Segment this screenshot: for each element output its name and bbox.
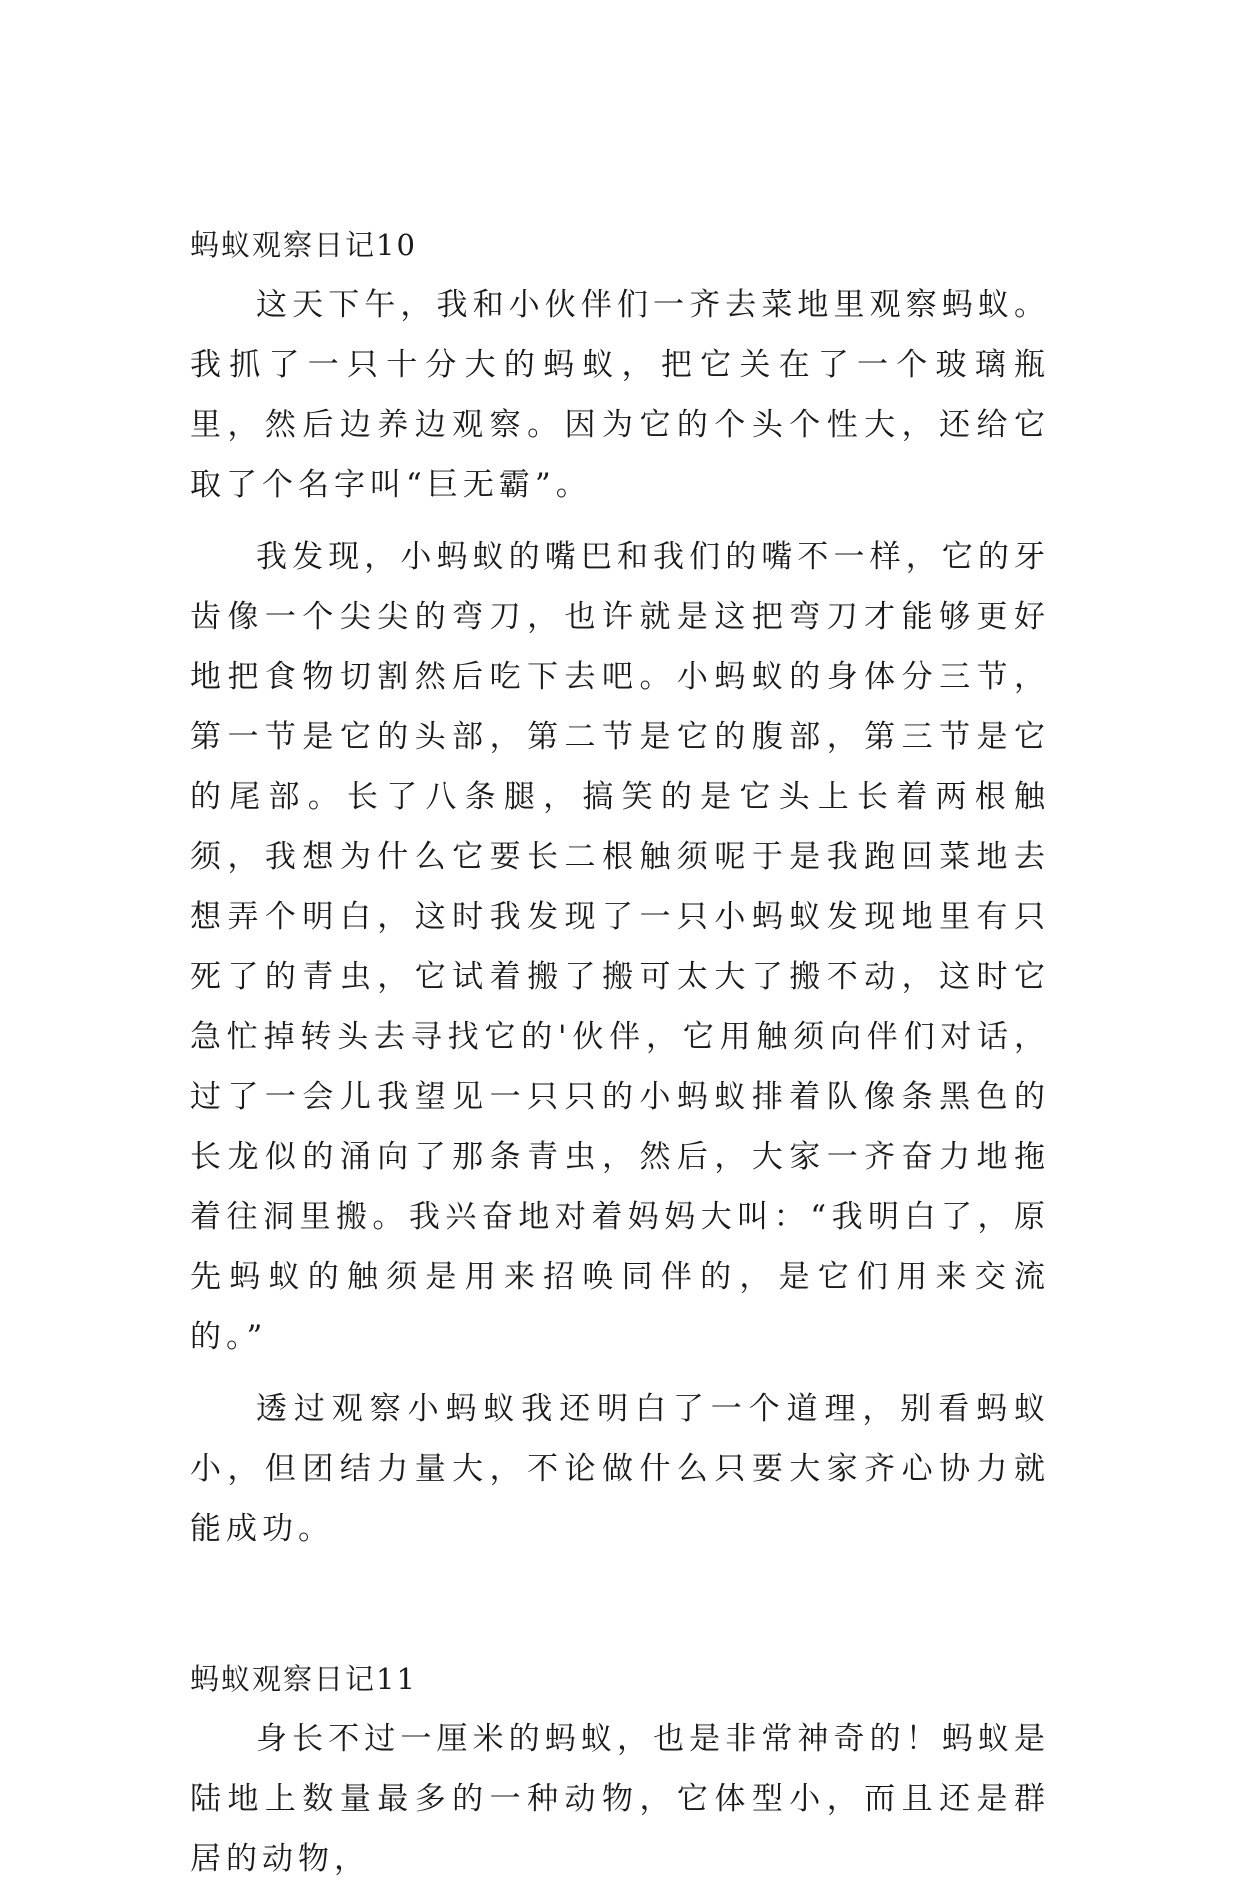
diary-entry-11 xyxy=(190,1649,1050,1889)
entry-title: 蚂蚁观察日记11 xyxy=(190,1662,417,1696)
entry-title: 蚂蚁观察日记10 xyxy=(190,228,417,262)
document-page xyxy=(190,215,1050,1889)
diary-entry-10 xyxy=(190,215,1050,1559)
entry-paragraph: 身长不过一厘米的蚂蚁，也是非常神奇的！蚂蚁是陆地上数量最多的一种动物，它体型小，而且还是群居的动物， xyxy=(190,1721,1050,1877)
entry-paragraph: 这天下午，我和小伙伴们一齐去菜地里观察蚂蚁。我抓了一只十分大的蚂蚁，把它关在了一个玻璃瓶里，然后边养边观察。因为它的个头个性大，还给它取了个名字叫“巨无霸”。 xyxy=(190,287,1050,503)
entry-paragraph: 透过观察小蚂蚁我还明白了一个道理，别看蚂蚁小，但团结力量大，不论做什么只要大家齐心协力就能成功。 xyxy=(190,1391,1050,1547)
entry-divider-space xyxy=(190,1559,1050,1649)
entry-paragraph: 我发现，小蚂蚁的嘴巴和我们的嘴不一样，它的牙齿像一个尖尖的弯刀，也许就是这把弯刀才能够更好地把食物切割然后吃下去吧。小蚂蚁的身体分三节，第一节是它的头部，第二节是它的腹部，第三节是它的尾部。长了八条腿，搞笑的是它头上长着两根触须，我想为什么它要长二根触须呢于是我跑回菜地去想弄个明白，这时我发现了一只小蚂蚁发现地里有只死了的青虫，它试着搬了搬可太大了搬不动，这时它急忙掉转头去寻找它的'伙伴，它用触须向伴们对话，过了一会儿我望见一只只的小蚂蚁排着队像条黑色的长龙似的涌向了那条青虫，然后，大家一齐奋力地拖着往洞里搬。我兴奋地对着妈妈大叫：“我明白了，原先蚂蚁的触须是用来招唤同伴的，是它们用来交流的。” xyxy=(190,539,1050,1355)
